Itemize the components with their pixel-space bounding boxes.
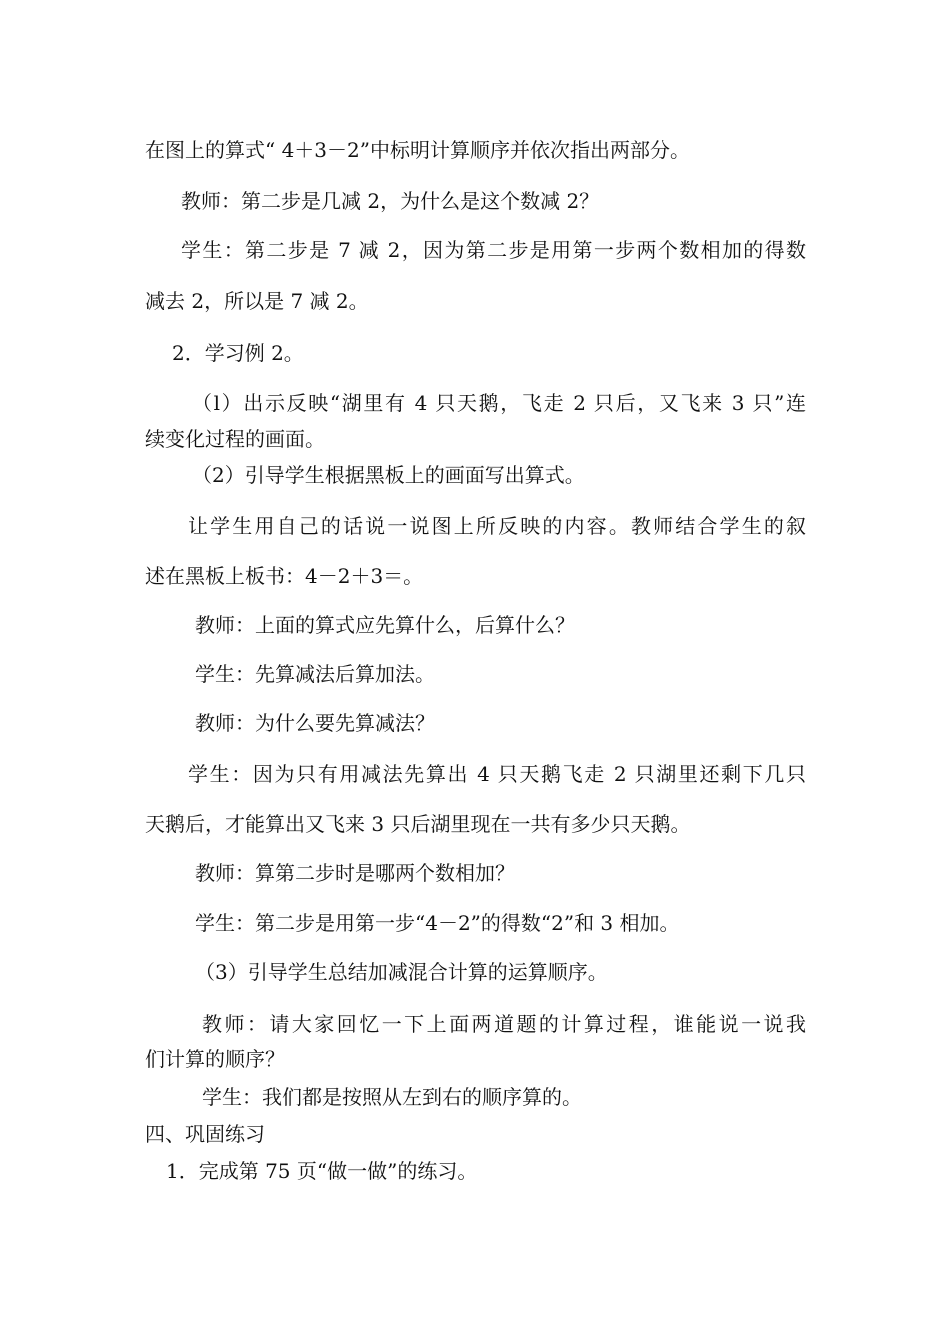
text-line: 教师：第二步是几减 2，为什么是这个数减 2？ [181,189,600,213]
text-line: 学生：因为只有用减法先算出 4 只天鹅飞走 2 只湖里还剩下几只 [188,762,806,786]
text-line: （2）引导学生根据黑板上的画面写出算式。 [192,463,585,487]
text-line: 1．完成第 75 页“做一做”的练习。 [166,1159,478,1183]
text-line: （3）引导学生总结加减混合计算的运算顺序。 [195,960,608,984]
text-line: 教师：算第二步时是哪两个数相加？ [195,861,515,885]
text-line: 在图上的算式“ 4＋3－2”中标明计算顺序并依次指出两部分。 [145,138,690,162]
text-line: 2．学习例 2。 [172,341,304,365]
text-line: 教师：请大家回忆一下上面两道题的计算过程，谁能说一说我 [202,1012,806,1036]
text-line: 教师：为什么要先算减法？ [195,711,435,735]
text-line: 学生：第二步是 7 减 2，因为第二步是用第一步两个数相加的得数 [181,238,806,262]
text-line: 减去 2，所以是 7 减 2。 [145,289,369,313]
text-line: 们计算的顺序？ [145,1047,285,1071]
text-line: 述在黑板上板书：4－2＋3＝。 [145,564,424,588]
text-line: （l）出示反映“湖里有 4 只天鹅，飞走 2 只后，又飞来 3 只”连 [192,391,806,415]
text-line: 学生：先算减法后算加法。 [195,662,435,686]
text-line: 学生：第二步是用第一步“4－2”的得数“2”和 3 相加。 [195,911,680,935]
text-line: 让学生用自己的话说一说图上所反映的内容。教师结合学生的叙 [188,514,806,538]
text-line: 天鹅后，才能算出又飞来 3 只后湖里现在一共有多少只天鹅。 [145,812,691,836]
text-line: 学生：我们都是按照从左到右的顺序算的。 [202,1085,582,1109]
text-line: 续变化过程的画面。 [145,427,325,451]
section-heading: 四、巩固练习 [145,1122,265,1146]
text-line: 教师：上面的算式应先算什么，后算什么？ [195,613,575,637]
